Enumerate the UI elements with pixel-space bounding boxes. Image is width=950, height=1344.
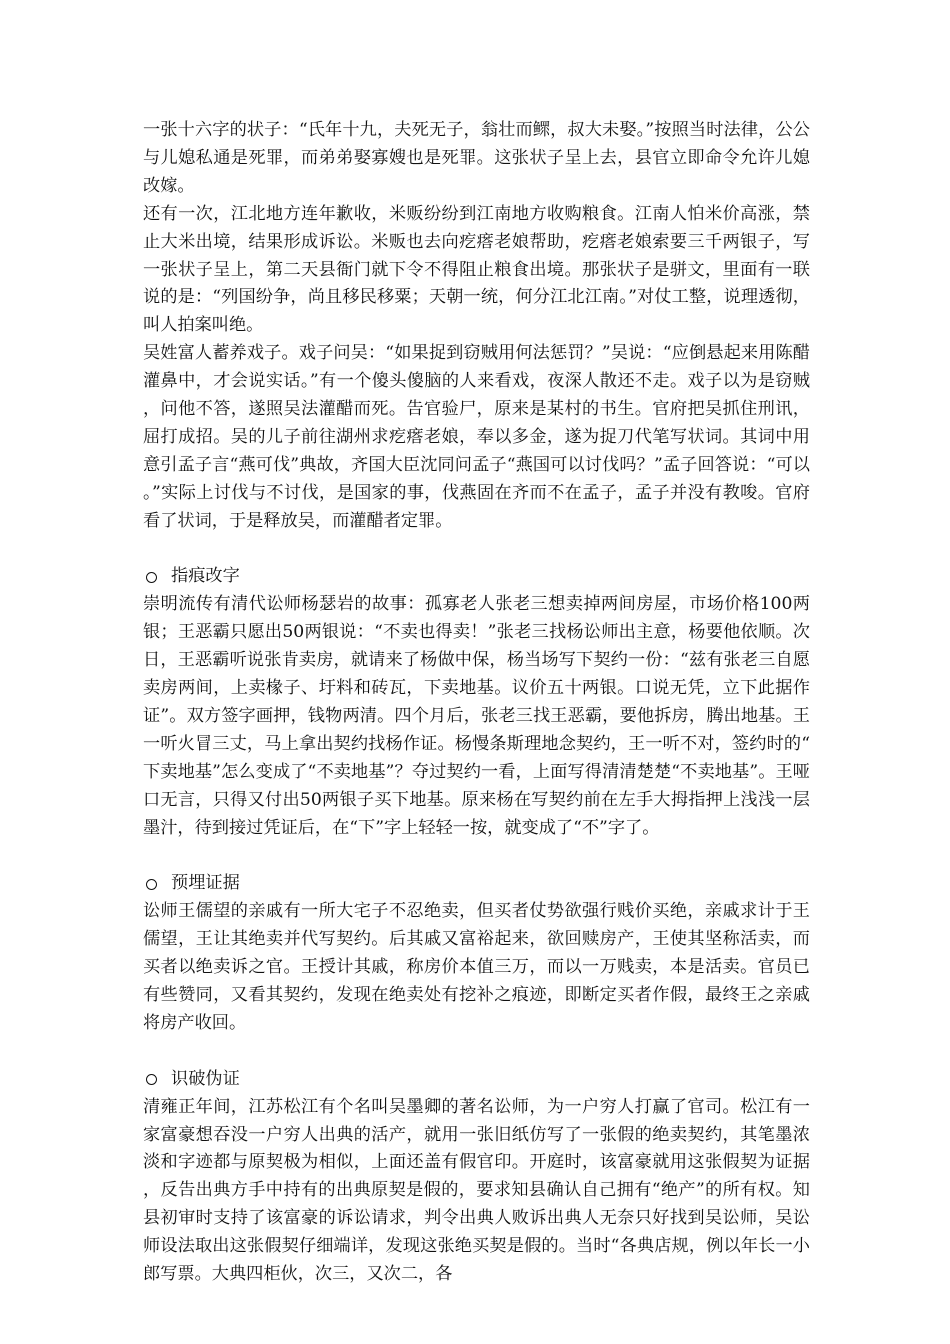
document-body (143, 117, 810, 1289)
section-spacer (143, 536, 810, 564)
section-title: 识破伪证 (171, 1068, 240, 1089)
section-title: 指痕改字 (171, 566, 240, 587)
paragraph-wu-actors: 吴姓富人蓄养戏子。戏子问吴：“如果捉到窃贼用何法惩罚？”吴说：“应倒悬起来用陈醋灌鼻中，才会说实话。”有一个傻头傻脑的人来看戏，夜深人散还不走。戏子以为是窃贼，问他不答，遂照吴法灌醋而死。告官验尸，原来是某村的书生。官府把吴抓住刑讯，屈打成招。吴的儿子前往湖州求疙瘩老娘，奉以多金，遂为捉刀代笔写状词。其词中用意引孟子言“燕可伐”典故，齐国大臣沈同问孟子“燕国可以讨伐吗？”孟子回答说：“可以。”实际上讨伐与不讨伐，是国家的事，伐燕固在齐而不在孟子，孟子并没有教唆。官府看了状词，于是释放吴，而灌醋者定罪。 (143, 343, 810, 531)
section-heading-forgery (143, 1066, 810, 1094)
paragraph-forgery-story: 清雍正年间，江苏松江有个名叫吴墨卿的著名讼师，为一户穷人打赢了官司。松江有一家富豪想吞没一户穷人出典的活产，就用一张旧纸仿写了一张假的绝卖契约，其笔墨浓淡和字迹都与原契极为相似，上面还盖有假官印。开庭时，该富豪就用这张假契为证据，反告出典方手中持有的出典原契是假的，要求知县确认自己拥有“绝产”的所有权。知县初审时支持了该富豪的诉讼请求，判令出典人败诉出典人无奈只好找到吴讼师，吴讼师设法取出这张假契仔细端详，发现这张绝买契是假的。当时“各典店规，例以年长一小郎写票。大典四柜伙，次三，又次二，各 (143, 1096, 810, 1285)
paragraph-evidence-story: 讼师王儒望的亲戚有一所大宅子不忍绝卖，但买者仗势欲强行贱价买绝，亲戚求计于王儒望，王让其绝卖并代写契约。后其戚又富裕起来，欲回赎房产，王使其坚称活卖，而买者以绝卖诉之官。王授计其戚，称房价本值三万，而以一万贱卖，本是活卖。官员已有些赞同，又看其契约，发现在绝卖处有挖补之痕迹，即断定买者作假，最终王之亲戚将房产收回。 (143, 901, 810, 1033)
section-heading-evidence (143, 870, 810, 898)
paragraph-complaint: 一张十六字的状子：“氏年十九，夫死无子，翁壮而鳏，叔大未娶。”按照当时法律，公公与儿媳私通是死罪，而弟弟娶寡嫂也是死罪。这张状子呈上去，县官立即命令允许儿媳改嫁。 (143, 120, 810, 196)
section-spacer (143, 843, 810, 871)
hollow-circle-icon (146, 879, 157, 890)
paragraph-rice-dispute: 还有一次，江北地方连年歉收，米贩纷纷到江南地方收购粮食。江南人怕米价高涨，禁止大米出境，结果形成诉讼。米贩也去向疙瘩老娘帮助，疙瘩老娘索要三千两银子，写一张状子呈上，第二天县衙门就下令不得阻止粮食出境。那张状子是骈文，里面有一联说的是：“列国纷争，尚且移民移粟；天朝一统，何分江北江南。”对仗工整，说理透彻，叫人拍案叫绝。 (143, 203, 810, 336)
hollow-circle-icon (146, 572, 157, 583)
hollow-circle-icon (146, 1074, 157, 1085)
section-title: 预埋证据 (171, 873, 240, 894)
section-heading-fingerprint (143, 563, 810, 591)
section-spacer (143, 1038, 810, 1066)
paragraph-fingerprint-story: 崇明流传有清代讼师杨瑟岩的故事：孤寡老人张老三想卖掉两间房屋，市场价格100两银；王恶霸只愿出50两银说：“不卖也得卖！”张老三找杨讼师出主意，杨要他依顺。次日，王恶霸听说张肯卖房，就请来了杨做中保，杨当场写下契约一份：“兹有张老三自愿卖房两间，上卖椽子、圩料和砖瓦，下卖地基。议价五十两银。口说无凭，立下此据作证”。双方签字画押，钱物两清。四个月后，张老三找王恶霸，要他拆房，腾出地基。王一听火冒三丈，马上拿出契约找杨作证。杨慢条斯理地念契约，王一听不对，签约时的“下卖地基”怎么变成了“不卖地基”？夺过契约一看，上面写得清清楚楚“不卖地基”。王哑口无言，只得又付出50两银子买下地基。原来杨在写契约前在左手大拇指押上浅浅一层墨汁，待到接过凭证后，在“下”字上轻轻一按，就变成了“不”字了。 (143, 594, 810, 838)
